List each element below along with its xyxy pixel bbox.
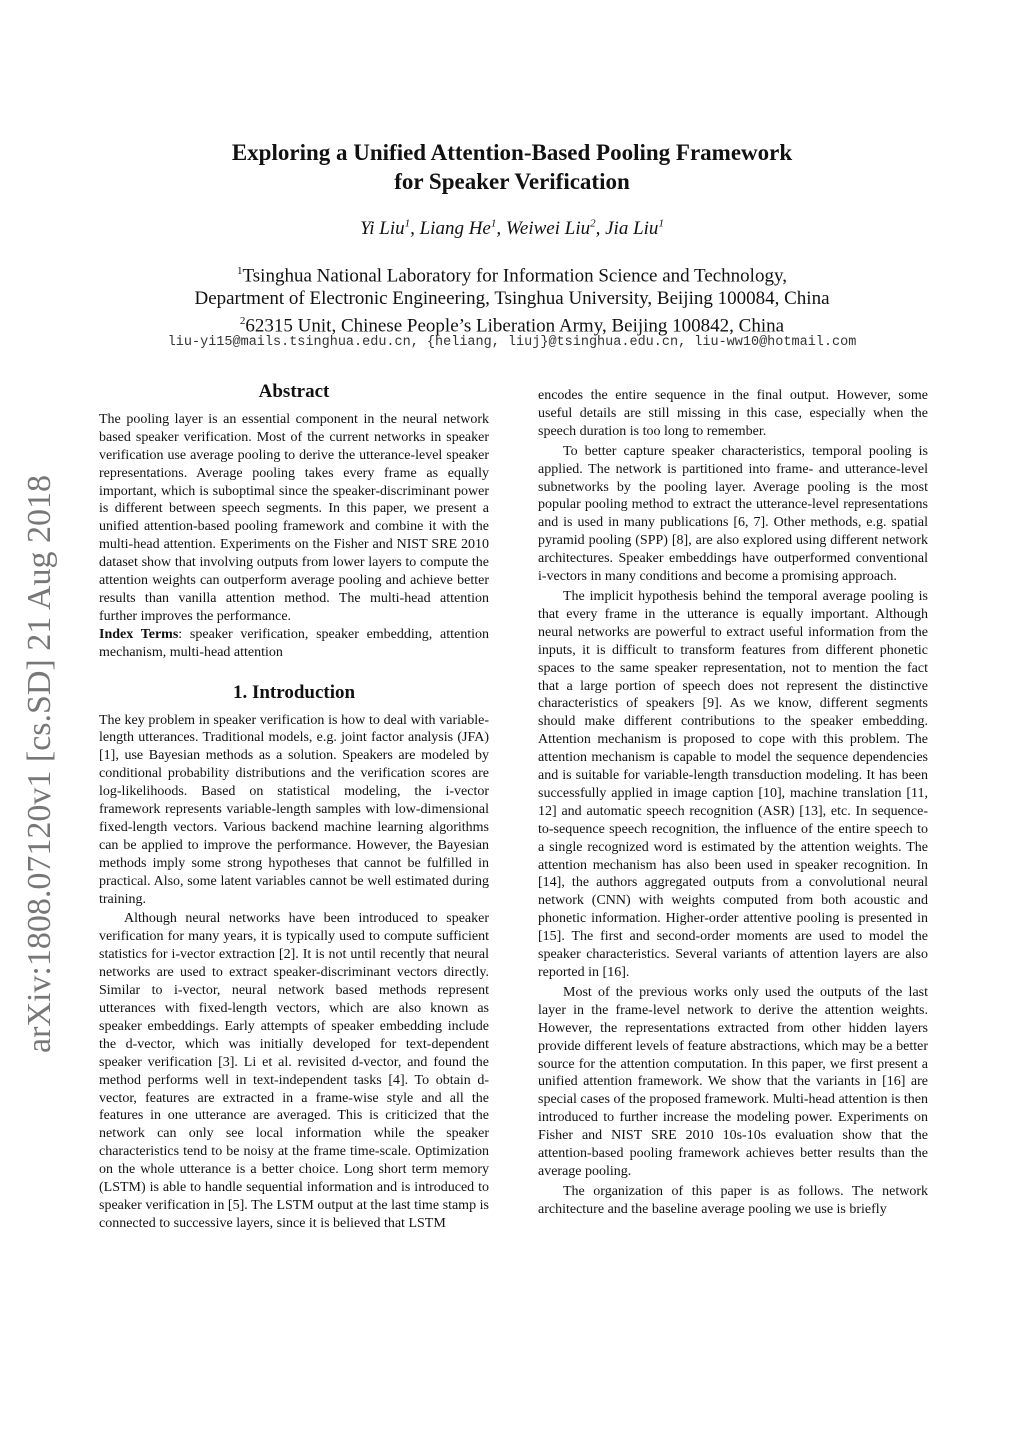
affiliation-2: 62315 Unit, Chinese People’s Liberation Army, Beijing 100842, China [245, 315, 785, 337]
paragraph: The key problem in speaker verification is how to deal with variable-length utterances. Traditional models, e.g. joint factor analysis (JFA) [1], use Bayesian methods as a solution. Speakers are modeled by conditional probability distributions and the verification scores are log-likelihoods. Based on statistical modeling, the i-vector framework represents variable-length samples with low-dimensional fixed-length vectors. Various backend machine learning algorithms can be applied to improve the performance. However, the Bayesian methods imply some strong hypotheses that cannot be fulfilled in practical. Also, some latent variables cannot be well estimated during training. [99, 712, 489, 907]
author-list [0, 218, 1024, 240]
author: Weiwei Liu$^2$, [505, 218, 606, 240]
paragraph: Although neural networks have been introduced to speaker verification for many years, it is typically used to compute sufficient statistics for i-vector extraction [2]. It is not until recently that neural networks are used to extract speaker-discriminant vectors directly. Similar to i-vector, neural network based methods represent utterances with fixed-length vectors, which are also known as speaker embeddings. Early attempts of speaker embedding include the d-vector, which was initially developed for text-dependent speaker verification [3]. Li et al. revisited d-vector, and found the method performs well in text-independent tasks [4]. To obtain d-vector, features are extracted in a frame-wise style and all the features in one utterance are averaged. This is criticized that the network can only see local information while the speaker characteristics tend to be noisy at the frame time-scale. Optimization on the whole utterance is a better choice. Long short term memory (LSTM) is able to handle sequential information and is introduced to speaker verification in [5]. The LSTM output at the last time stamp is connected to successive layers, since it is believed that LSTM [99, 911, 489, 1231]
author-emails: liu-yi15@mails.tsinghua.edu.cn, {heliang, liuj}@tsinghua.edu.cn, liu-ww10@hotmail.com [167, 335, 857, 350]
affiliation-1-line-2: Department of Electronic Engineering, Tsinghua University, Beijing 100084, China [194, 288, 830, 310]
abstract-heading: Abstract [258, 381, 330, 402]
author: Liang He$^1$, [419, 218, 506, 240]
left-column [99, 383, 489, 1233]
title-line-2: for Speaker Verification [394, 169, 630, 194]
affiliations: $^1$Tsinghua National Laboratory for Information Science and Technology, Department of Electronic Engineering, Tsinghua University, Beijing 100084, China $^2$62315 Unit, Chinese People’s Liberation Army, Beijing 100842, China [0, 260, 1024, 338]
arxiv-stamp: arXiv:1808.07120v1 [cs.SD] 21 Aug 2018 [21, 475, 58, 1053]
paragraph: The organization of this paper is as follows. The network architecture and the baseline average pooling we use is briefly [538, 1183, 928, 1217]
index-terms: Index Terms: speaker verification, speaker embedding, attention mechanism, multi-head attention [99, 626, 489, 660]
paragraph: To better capture speaker characteristics, temporal pooling is applied. The network is partitioned into frame- and utterance-level subnetworks by the pooling layer. Average pooling is the most popular pooling method to extract the utterance-level representations and is used in many publications [6, 7]. Other methods, e.g. spatial pyramid pooling (SPP) [8], are also explored using different network architectures. Speaker embeddings have outperformed conventional i-vectors in many conditions and become a promising approach. [538, 443, 928, 585]
paragraph: Most of the previous works only used the outputs of the last layer in the frame-level network to derive the attention weights. However, the representations extracted from other hidden layers provide different levels of feature abstractions, which may be a better source for the attention computation. In this paper, we first present a unified attention framework. We show that the variants in [16] are special cases of the proposed framework. Multi-head attention is then introduced to further increase the modeling power. Experiments on Fisher and NIST SRE 2010 10s-10s evaluation show that the attention-based pooling framework achieves better results than the average pooling. [538, 984, 928, 1179]
affiliation-1-line-1: Tsinghua National Laboratory for Information Science and Technology, [242, 265, 787, 287]
paragraph: encodes the entire sequence in the final output. However, some useful details are still missing in this case, especially when the speech duration is too long to remember. [538, 388, 928, 439]
introduction-heading: 1. Introduction [232, 681, 356, 703]
right-column [538, 387, 928, 1219]
abstract-text: The pooling layer is an essential component in the neural network based speaker verification. Most of the current networks in speaker verification use average pooling to derive the utterance-level speaker representations. Average pooling takes every frame as equally important, which is suboptimal since the speaker-discriminant power is different between speech segments. In this paper, we present a unified attention-based pooling framework and combine it with the multi-head attention. Experiments on the Fisher and NIST SRE 2010 dataset show that involving outputs from lower layers to compute the attention weights can outperform average pooling and achieve better results than vanilla attention method. The multi-head attention further improves the performance. [99, 411, 489, 624]
title-line-1: Exploring a Unified Attention-Based Pooling Framework [231, 140, 793, 165]
paragraph: The implicit hypothesis behind the temporal average pooling is that every frame in the utterance is equally important. Although neural networks are powerful to extract useful information from the inputs, it is difficult to transform features from different phonetic spaces to the same speaker representation, not to mention the fact that a large portion of speech does not represent the distinctive characteristics of speakers [9]. As we know, different segments should make different contributions to the speaker embedding. Attention mechanism is proposed to cope with this problem. The attention mechanism is capable to model the sequence dependencies and is suitable for variable-length transduction modeling. It has been successfully applied in image caption [10], machine translation [11, 12] and automatic speech recognition (ASR) [13], etc. In sequence-to-sequence speech recognition, the influence of the entire speech to a single recognized word is estimated by the attention weights. The attention mechanism has also been used in speaker recognition. In [14], the authors aggregated outputs from a convolutional neural network (CNN) with weights computed from both acoustic and phonetic information. Higher-order attentive pooling is presented in [15]. The first and second-order moments are used to model the speaker characteristics. Several variants of attention layers are also reported in [16]. [538, 588, 928, 980]
author: Yi Liu$^1$, [360, 218, 420, 240]
paper-title [0, 138, 1024, 196]
author: Jia Liu$^1$ [605, 218, 664, 240]
